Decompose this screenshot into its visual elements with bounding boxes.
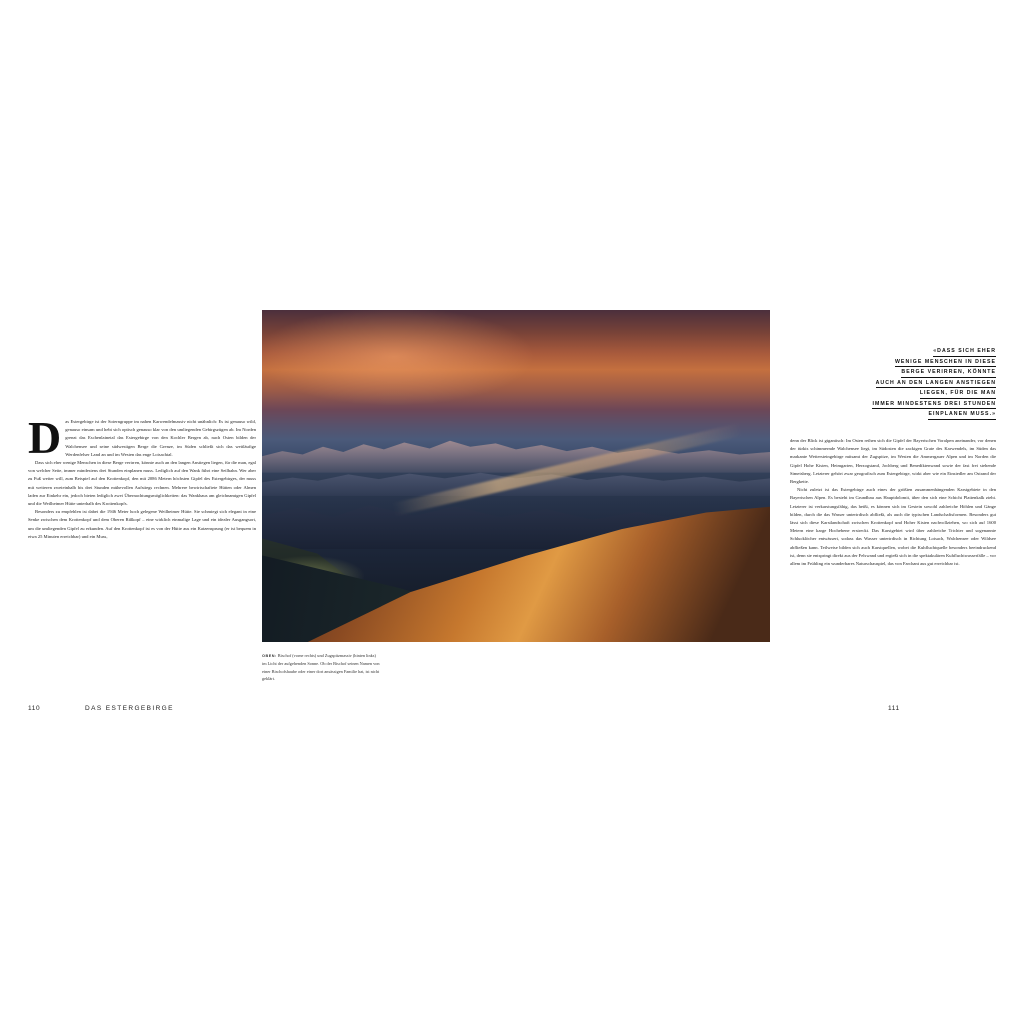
caption-text: Bischof (vorne rechts) und Zugspitzmassiv (hinten links) im Licht der aufgehenden Sonne. Ob der Bischof seinen Namen von einer Bischofshaube oder einer dort ansässigen Familie hat, ist nicht geklärt. [262, 653, 380, 682]
paragraph-4: denn der Blick ist gigantisch: Im Osten reihen sich die Gipfel der Bayerischen Voralpen aneinander, vor denen der türkis schimmernde Walchensee liegt, im Südosten die zackigen Grate des Karwendels, im Süden das markante Wettersteingebirge mitsamt der Zugspitze, im Westen die Ammergauer Alpen und im Norden die Gipfel Hohe Kisten, Heimgarten, Herzogstand, Jochberg und Benediktenwand sowie der fast frei stehende Simetsberg. Letzterer gehört zwar geografisch zum Estergebirge, wirkt aber wie ein Einsiedler am Ostrand der Bergkette. [790, 438, 996, 485]
photo-caption [262, 652, 380, 683]
running-title: DAS ESTERGEBIRGE [85, 705, 174, 712]
pull-quote-line-5: LIEGEN, FÜR DIE MAN [920, 390, 996, 399]
pull-quote-line-6: IMMER MINDESTENS DREI STUNDEN [872, 401, 996, 410]
paragraph-3: Besonders zu empfehlen ist dabei die 1946 Meter hoch gelegene Weilheimer Hütte. Sie schmiegt sich elegant in eine Senke zwischen dem Krottenkopf und dem Oberen Rißkopf – eine wirklich einmalige Lage und ein idealer Ausgangsort, um die umliegenden Gipfel zu erkunden. Auf den Krottenkopf ist es von der Hütte aus ein Katzensprung (er ist bequem in etwa 25 Minuten erreichbar) und ein Muss, [28, 509, 256, 539]
paragraph-1-text: as Estergebirge ist der Soierngruppe im nahen Karwendelmassiv nicht unähnlich: Es ist genauso wild, genauso einsam und hebt sich optisch genauso klar von den umliegenden Gebirgszügen ab. Im Norden grenzt das Eschenlainetal das Estergebirge von den Kochler Bergen ab, nach Osten bilden der Walchensee und seine südwestigen Berge die Grenze, im Süden schließt sich das weitläufige Werdenfelser Land an und im Westen das enge Loisachtal. [65, 419, 256, 457]
caption-lead: OBEN: [262, 654, 277, 658]
folio-left-number: 110 [28, 705, 41, 712]
paragraph-5: Nicht zuletzt ist das Estergebirge auch eines der größten zusammenhängenden Karstgebiete in den Bayerischen Alpen. Es besteht im Grundbau aus Hauptdolomit, über den sich eine Schicht Plattenkalk zieht. Letzterer ist verkarstungsfähig, das heißt, es können sich im Gestein sowohl zahlreiche Höhlen und Gänge bilden, durch die das Wasser unterirdisch abfließt, als auch die typischen Landschaftsformen. Besonders gut lässt sich diese Karstlandschaft zwischen Krottenkopf und Hoher Kisten nachvollziehen, wo sich auf 1600 Metern eine karge Hochebene erstreckt. Das Karstgebiet wird über zahlreiche Trichter und sogenannte Schlucklöcher entwässert, sodass das Wasser unterirdisch in Richtung Loisach, Walchensee oder Wildsee abfließen kann. Teilweise bilden sich auch Karstquellen, wobei die Kuhfluchtquelle besonders beeindruckend ist, denn sie entspringt direkt aus der Felswand und ergießt sich in die spektakulären Kuhfluchtwasserfälle – vor allem im Frühling ein wunderbares Naturschauspiel, das von Farchant aus gut erreichbar ist. [790, 487, 996, 567]
photograph [262, 310, 770, 642]
pull-quote-line-3: BERGE VERIRREN, KÖNNTE [901, 369, 996, 378]
folio-right-number: 111 [888, 705, 900, 712]
pull-quote [790, 346, 996, 420]
drop-cap: D [28, 412, 62, 463]
paragraph-1 [28, 412, 256, 463]
paragraph-2: Dass sich eher wenige Menschen in diese Berge verirren, könnte auch an den langen Anstiegen liegen, für die man, egal von welcher Seite, immer mindestens drei Stunden einplanen muss. Lediglich auf den Wank führt eine Seilbahn. Wer aber zu Fuß weiter will, zum Beispiel auf den Krottenkopf, den mit 2086 Metern höchsten Gipfel des Estergebirges, der muss mit weiteren zweieinhalb bis drei Stunden mühevollen Aufstiegs rechnen. Mehrere bewirtschaftete Hütten oder Almen laden zur Einkehr ein, jedoch bieten lediglich zwei Übernachtungsmöglichkeiten: das Wankhaus am gleichnamigen Gipfel und die Weilheimer Hütte unterhalb des Krottenkopfs. [28, 460, 256, 507]
pull-quote-line-1: «DASS SICH EHER [933, 348, 996, 357]
photo-sky [262, 310, 770, 642]
left-page-text-column [28, 300, 256, 730]
left-body-text [28, 412, 256, 541]
pull-quote-line-2: WENIGE MENSCHEN IN DIESE [895, 359, 996, 368]
pull-quote-line-4: AUCH AN DEN LANGEN ANSTIEGEN [876, 380, 996, 389]
pull-quote-line-7: EINPLANEN MUSS.» [928, 411, 996, 420]
right-body-text [790, 437, 996, 568]
right-page-text-column [790, 437, 996, 568]
